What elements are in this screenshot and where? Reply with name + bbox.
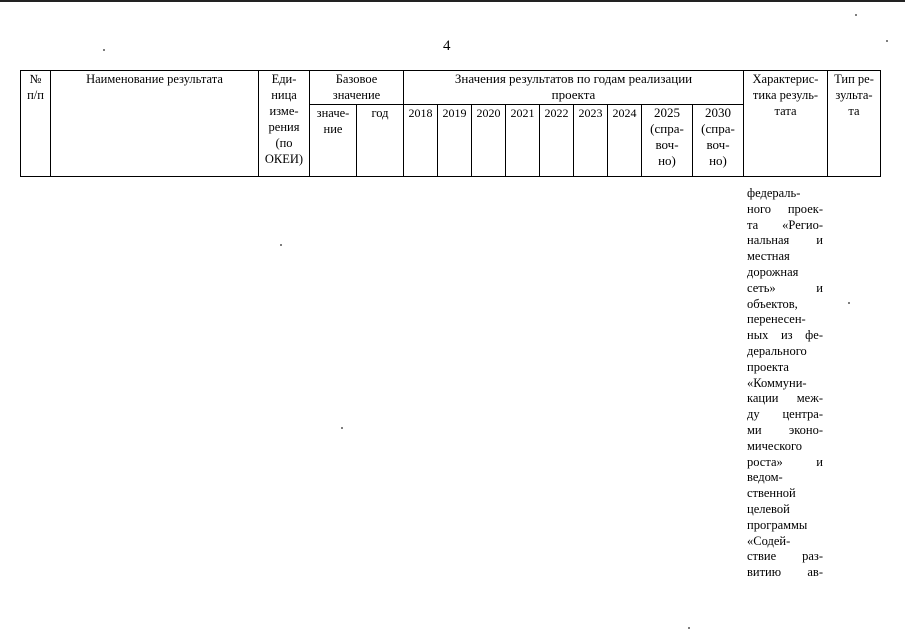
base-value-group-header: Базовое значение [310, 71, 404, 105]
char-line: перенесен- [747, 312, 806, 327]
results-table-header [20, 70, 881, 177]
scan-speck [886, 40, 888, 42]
year-2023-header: 2023 [574, 105, 608, 177]
col-unit-header: Еди- ница изме- рения (по ОКЕИ) [259, 71, 310, 177]
year-2019-header: 2019 [438, 105, 472, 177]
char-line: нальная и [747, 233, 823, 248]
char-line: мического [747, 438, 803, 453]
char-line: ведом- [747, 470, 783, 485]
char-line: ствие раз- [747, 549, 823, 564]
scan-speck [848, 302, 850, 304]
char-line: ных из фе- [747, 328, 823, 343]
char-line: роста» и [747, 454, 823, 469]
char-line: сеть» и [747, 280, 823, 295]
scan-speck [688, 627, 690, 629]
char-line: кации меж- [747, 391, 823, 406]
page-number: 4 [443, 38, 451, 54]
col-type-header: Тип ре- зульта- та [828, 71, 881, 177]
top-border-line [0, 0, 905, 2]
col-name-header: Наименование результата [51, 71, 259, 177]
char-line: программы [747, 517, 808, 532]
year-2025-header: 2025 (спра- воч- но) [642, 105, 693, 177]
char-line: проекта [747, 359, 789, 374]
base-value-subheader: значе- ние [310, 105, 357, 177]
year-2018-header: 2018 [404, 105, 438, 177]
char-line: объектов, [747, 296, 798, 311]
char-line: витию ав- [747, 565, 823, 580]
char-line: ду центра- [747, 407, 823, 422]
char-line: «Содей- [747, 533, 791, 548]
year-2024-header: 2024 [608, 105, 642, 177]
characteristic-text [747, 186, 823, 581]
year-2022-header: 2022 [540, 105, 574, 177]
col-num-header: № п/п [21, 71, 51, 177]
year-2030-header: 2030 (спра- воч- но) [693, 105, 744, 177]
char-line: ми эконо- [747, 422, 823, 437]
scan-speck [341, 427, 343, 429]
char-line: та «Регио- [747, 217, 823, 232]
char-line: федераль- [747, 186, 801, 200]
values-by-year-group-header: Значения результатов по годам реализации проекта [404, 71, 744, 105]
char-line: дерального [747, 343, 807, 358]
char-line: местная [747, 249, 790, 264]
base-year-subheader: год [357, 105, 404, 177]
scan-speck [103, 49, 105, 51]
char-line: целевой [747, 501, 790, 516]
scan-speck [280, 244, 282, 246]
char-line: ного проек- [747, 201, 823, 216]
col-characteristic-header: Характерис- тика резуль- тата [744, 71, 828, 177]
year-2020-header: 2020 [472, 105, 506, 177]
char-line: ственной [747, 486, 796, 501]
year-2021-header: 2021 [506, 105, 540, 177]
scan-speck [855, 14, 857, 16]
char-line: дорожная [747, 264, 799, 279]
char-line: «Коммуни- [747, 375, 807, 390]
